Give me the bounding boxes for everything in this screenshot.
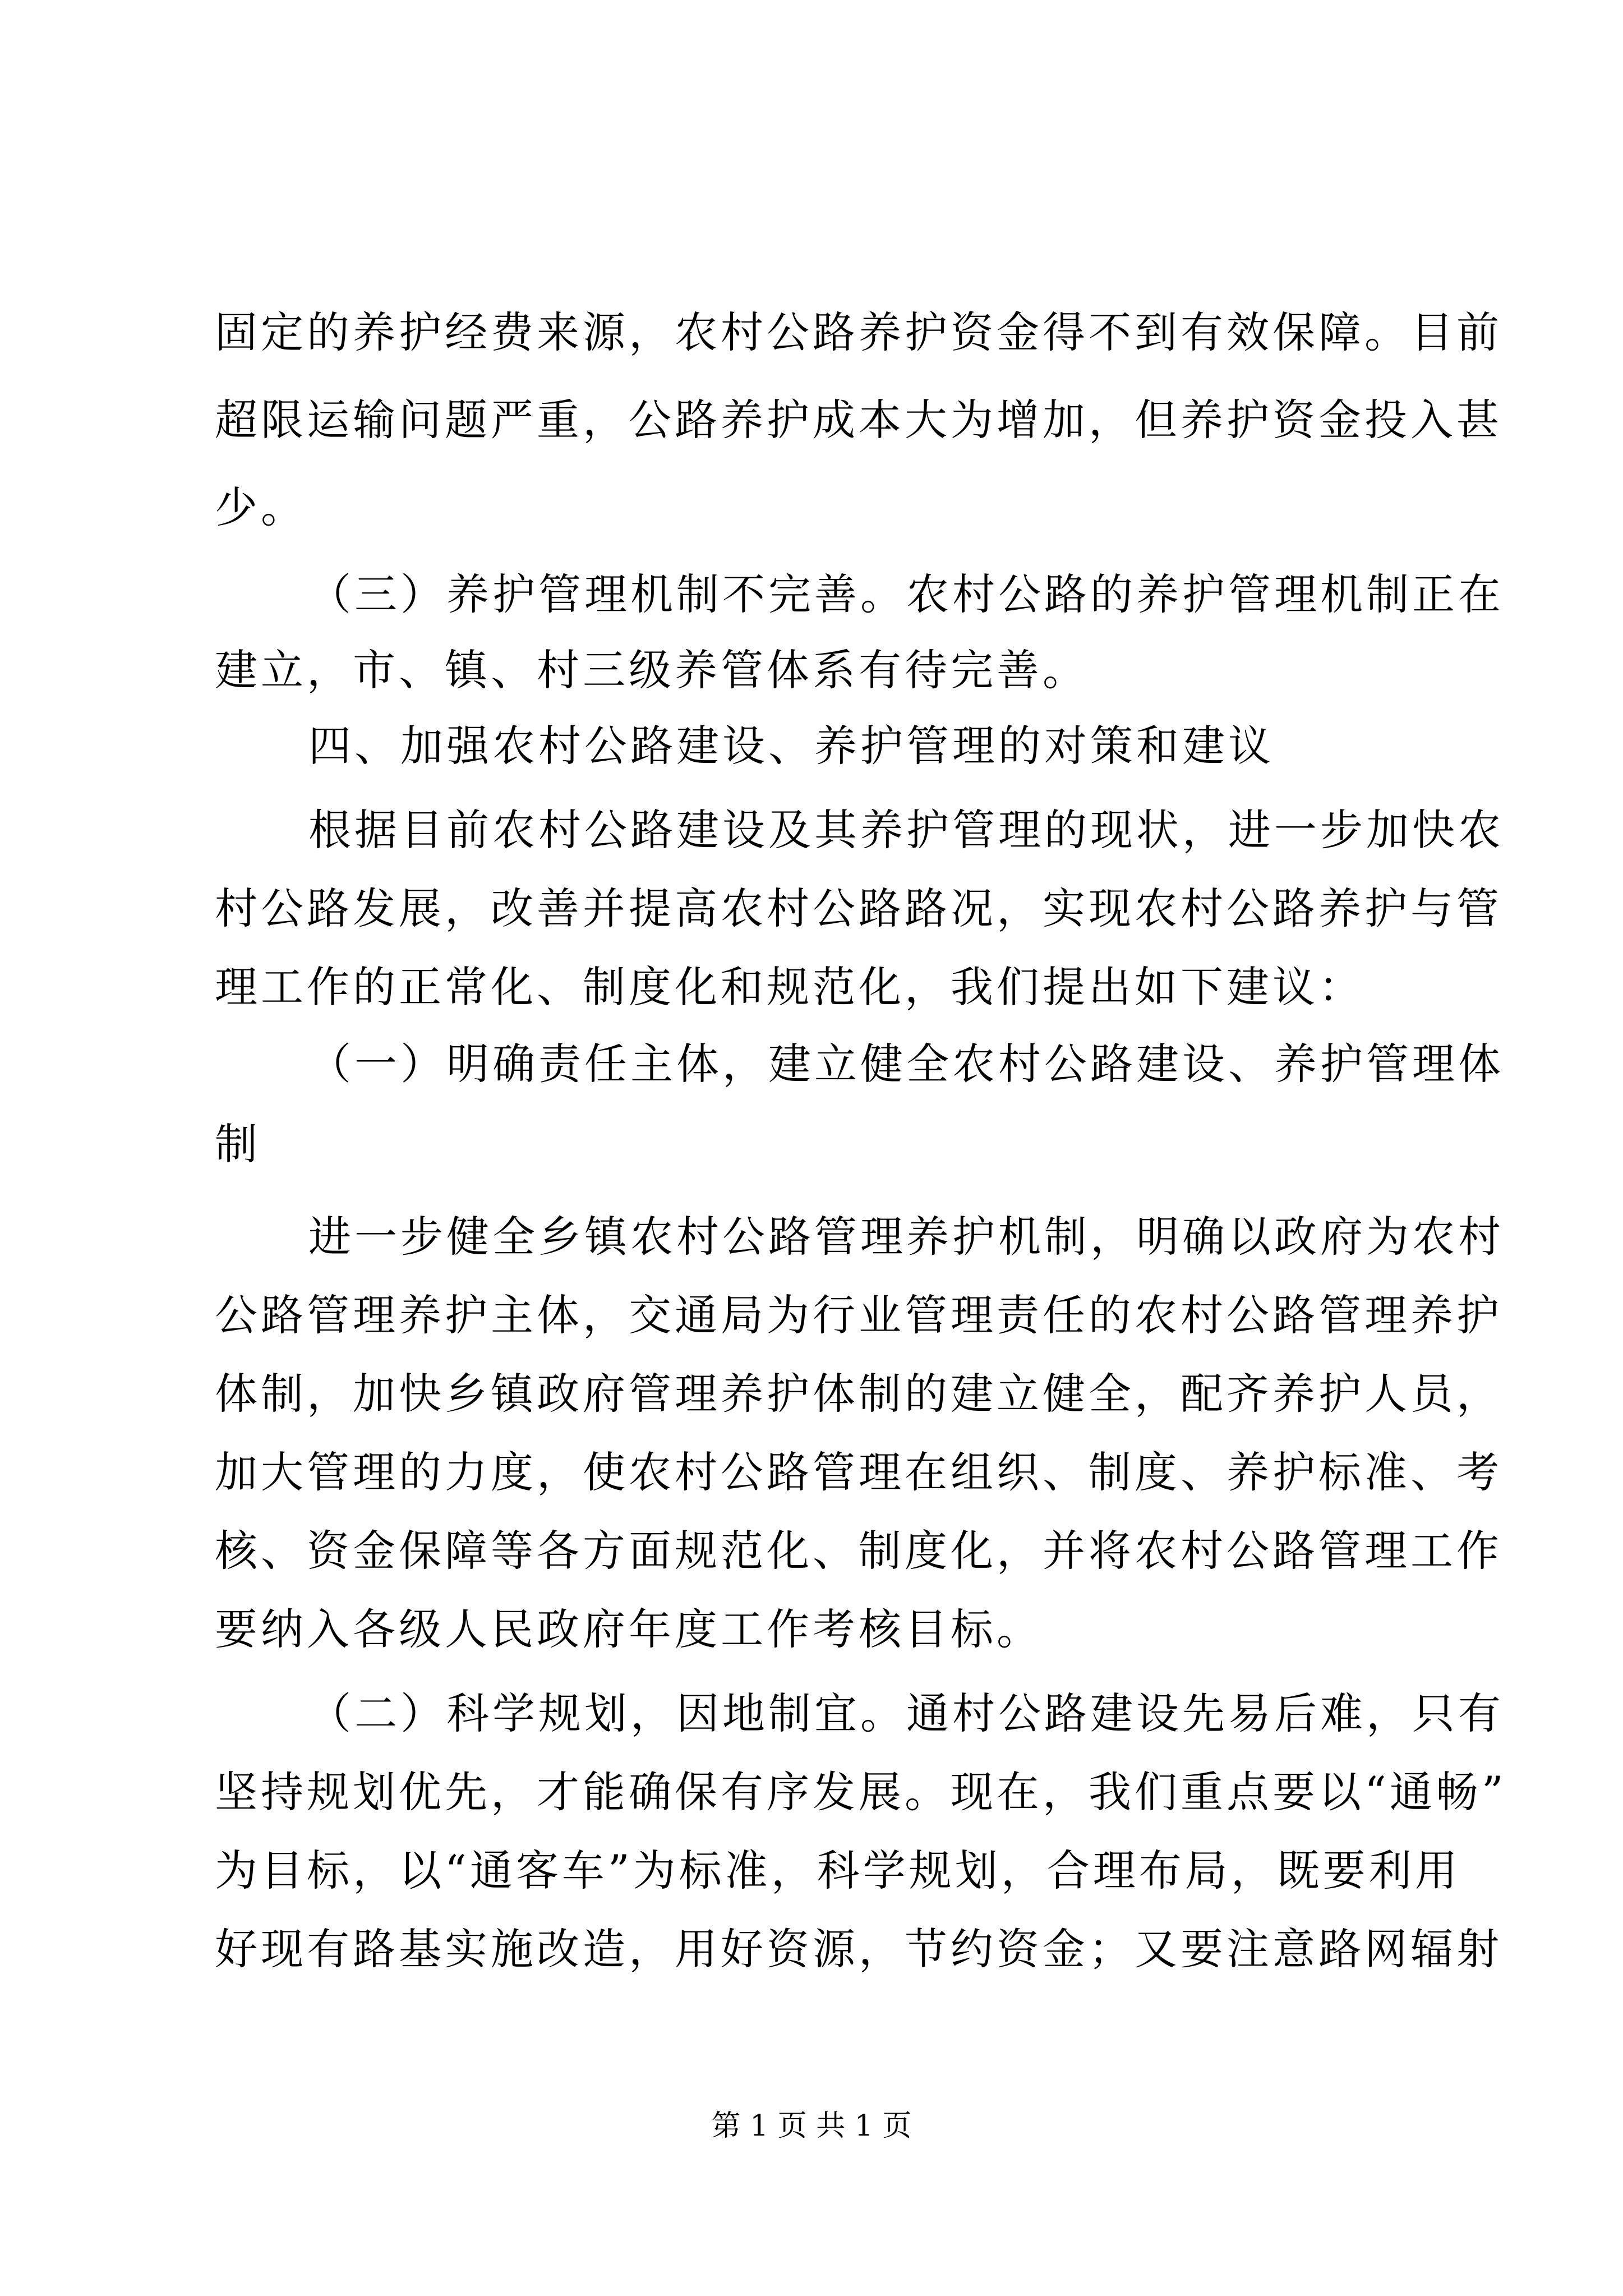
paragraph-line: 体制，加快乡镇政府管理养护体制的建立健全，配齐养护人员，: [215, 1369, 1502, 1419]
paragraph-line: 坚持规划优先，才能确保有序发展。现在，我们重点要以“通畅”: [215, 1767, 1507, 1817]
paragraph-line: 要纳入各级人民政府年度工作考核目标。: [215, 1604, 1043, 1654]
paragraph-line: 核、资金保障等各方面规范化、制度化，并将农村公路管理工作: [215, 1526, 1502, 1576]
subsection-heading-line: 制: [215, 1119, 261, 1169]
section-heading-line: （三）养护管理机制不完善。农村公路的养护管理机制正在: [308, 569, 1504, 619]
paragraph-line: 固定的养护经费来源，农村公路养护资金得不到有效保障。目前: [215, 307, 1502, 357]
paragraph-line: 好现有路基实施改造，用好资源，节约资金；又要注意路网辐射: [215, 1924, 1502, 1974]
paragraph-line: 进一步健全乡镇农村公路管理养护机制，明确以政府为农村: [308, 1212, 1504, 1262]
paragraph-line: 村公路发展，改善并提高农村公路路况，实现农村公路养护与管: [215, 884, 1502, 933]
section-heading: 四、加强农村公路建设、养护管理的对策和建议: [308, 721, 1274, 771]
paragraph-line: 公路管理养护主体，交通局为行业管理责任的农村公路管理养护: [215, 1290, 1502, 1340]
paragraph-line: 少。: [215, 482, 307, 532]
paragraph-line: 为目标，以“通客车”为标准，科学规划，合理布局，既要利用: [215, 1846, 1461, 1895]
subsection-heading-line: （二）科学规划，因地制宜。通村公路建设先易后难，只有: [308, 1688, 1504, 1738]
page-footer: 第 1 页 共 1 页: [711, 2109, 912, 2143]
subsection-heading-line: （一）明确责任主体，建立健全农村公路建设、养护管理体: [308, 1039, 1504, 1089]
paragraph-line: 理工作的正常化、制度化和规范化，我们提出如下建议：: [215, 962, 1364, 1012]
paragraph-line: 超限运输问题严重，公路养护成本大为增加，但养护资金投入甚: [215, 395, 1502, 445]
paragraph-line: 根据目前农村公路建设及其养护管理的现状，进一步加快农: [308, 805, 1504, 855]
paragraph-line: 加大管理的力度，使农村公路管理在组织、制度、养护标准、考: [215, 1447, 1502, 1497]
paragraph-line: 建立，市、镇、村三级养管体系有待完善。: [215, 645, 1089, 695]
